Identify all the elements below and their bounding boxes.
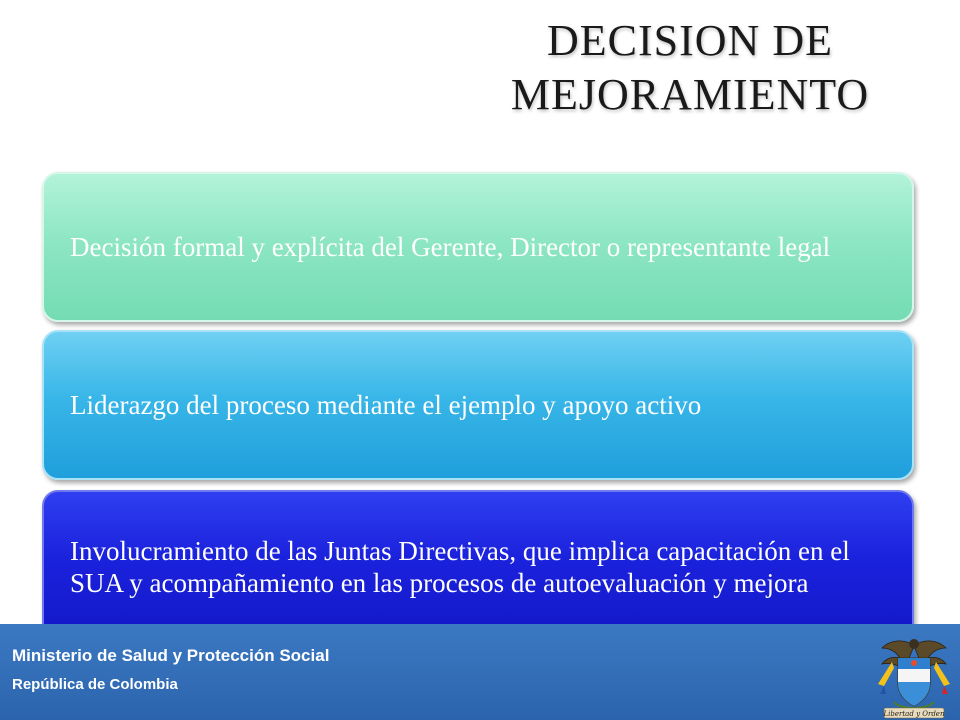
decision-block-2-text: Liderazgo del proceso mediante el ejemplo y apoyo activo	[70, 390, 702, 420]
country-name: República de Colombia	[12, 676, 178, 693]
decision-block-3-text: Involucramiento de las Juntas Directivas, que implica capacitación en el SUA y acompañamiento en las procesos de autoevaluación y mejora	[70, 536, 850, 598]
colombia-coat-of-arms-icon	[870, 632, 958, 720]
decision-block-3	[42, 490, 914, 640]
ministry-name: Ministerio de Salud y Protección Social	[12, 646, 330, 665]
crest-motto: Libertad y Orden	[883, 710, 945, 718]
slide-title-line2: MEJORAMIENTO	[510, 70, 870, 119]
footer-bar	[0, 624, 960, 720]
decision-block-1	[42, 172, 914, 322]
slide-title-line1: DECISION DE	[547, 16, 833, 65]
decision-block-2	[42, 330, 914, 480]
decision-block-1-text: Decisión formal y explícita del Gerente, Director o representante legal	[70, 232, 831, 262]
slide-title	[440, 14, 940, 122]
